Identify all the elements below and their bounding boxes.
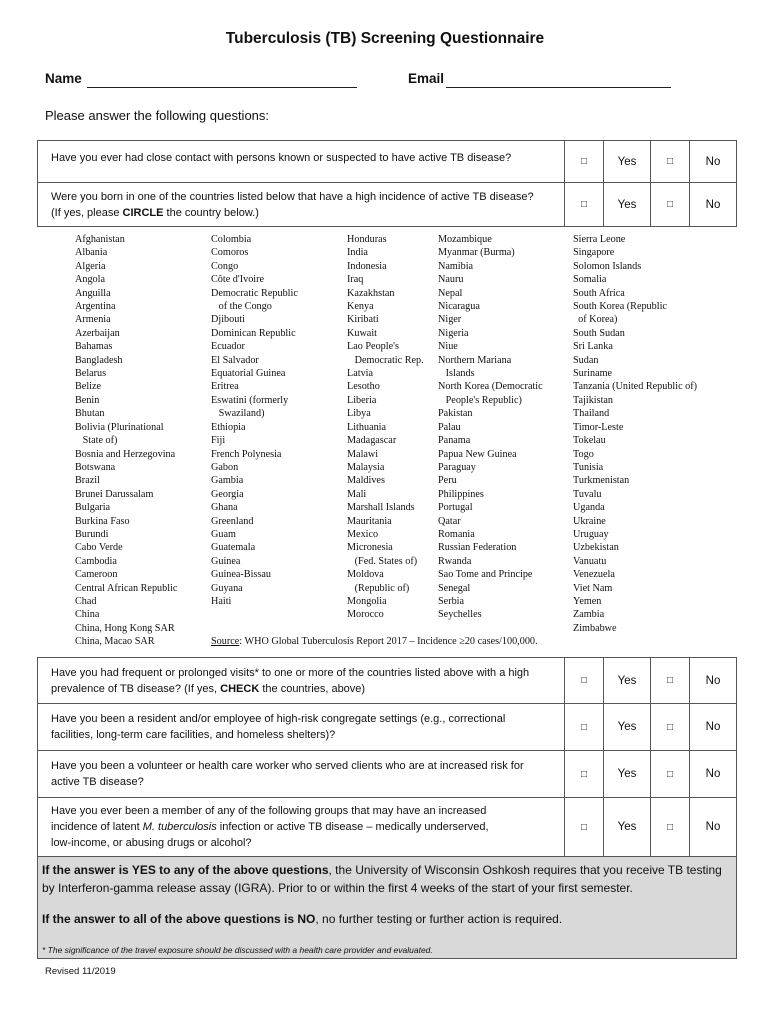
country-item: Zimbabwe bbox=[573, 622, 617, 634]
country-item: Angola bbox=[75, 274, 105, 286]
no-label: No bbox=[705, 674, 721, 687]
country-item: Afghanistan bbox=[75, 234, 125, 245]
yes-checkbox-6[interactable]: □ bbox=[580, 821, 588, 833]
questions-table-bottom bbox=[37, 657, 737, 857]
country-item: Seychelles bbox=[438, 609, 482, 621]
country-item: Bangladesh bbox=[75, 354, 123, 366]
country-item: China bbox=[75, 609, 100, 621]
country-item: Botswana bbox=[75, 461, 116, 473]
country-item: Paraguay bbox=[438, 461, 476, 473]
country-item: Bahamas bbox=[75, 341, 113, 353]
country-item: Chad bbox=[75, 595, 97, 607]
country-item: Brazil bbox=[75, 475, 100, 487]
country-item: Central African Republic bbox=[75, 582, 178, 594]
country-item: Gambia bbox=[211, 475, 244, 487]
country-item: of Korea) bbox=[573, 314, 618, 326]
country-item: Panama bbox=[438, 435, 471, 447]
country-item: Albania bbox=[75, 247, 108, 259]
country-column-2 bbox=[211, 233, 298, 608]
country-item: Sri Lanka bbox=[573, 341, 613, 353]
email-label: Email bbox=[408, 71, 445, 86]
yes-label: Yes bbox=[617, 768, 637, 780]
country-item: State of) bbox=[75, 435, 118, 447]
question-2-line1: Were you born in one of the countries listed below that have a high incidence of active TB disease? bbox=[51, 190, 534, 203]
country-item: Kenya bbox=[347, 301, 374, 313]
country-item: Uganda bbox=[573, 502, 605, 514]
country-item: Haiti bbox=[211, 595, 232, 607]
question-row-2 bbox=[38, 183, 737, 227]
yes-checkbox-1[interactable]: □ bbox=[580, 156, 588, 167]
country-item: China, Hong Kong SAR bbox=[75, 622, 175, 634]
country-column-1 bbox=[75, 233, 177, 649]
yes-checkbox-5[interactable]: □ bbox=[580, 768, 588, 780]
country-item: Malaysia bbox=[347, 461, 385, 473]
country-item: Mali bbox=[347, 488, 367, 500]
country-item: South Sudan bbox=[573, 327, 625, 339]
country-item: Dominican Republic bbox=[211, 327, 296, 339]
yes-label: Yes bbox=[617, 821, 637, 833]
country-item: Sao Tome and Principe bbox=[438, 569, 533, 581]
country-item: Ukraine bbox=[573, 515, 606, 527]
country-item: Marshall Islands bbox=[347, 502, 415, 514]
country-item: People's Republic) bbox=[438, 394, 522, 406]
question-3-line1: Have you had frequent or prolonged visits* to one or more of the countries listed above with a high bbox=[51, 666, 530, 679]
country-item: Argentina bbox=[75, 301, 116, 313]
country-item: Kuwait bbox=[347, 327, 377, 339]
country-item: Sierra Leone bbox=[573, 234, 626, 245]
country-item: Timor-Leste bbox=[573, 421, 624, 433]
email-field[interactable] bbox=[446, 72, 671, 88]
no-label: No bbox=[705, 821, 721, 833]
country-item: Bosnia and Herzegovina bbox=[75, 448, 176, 460]
country-item: Singapore bbox=[573, 247, 615, 259]
country-item: Yemen bbox=[573, 595, 602, 607]
travel-footnote: * The significance of the travel exposure should be discussed with a health care provider and evaluated. bbox=[42, 945, 433, 955]
country-item: Myanmar (Burma) bbox=[438, 247, 515, 259]
country-item: Ecuador bbox=[211, 341, 245, 353]
country-item: Colombia bbox=[211, 234, 252, 245]
no-label: No bbox=[705, 198, 721, 211]
country-item: Lithuania bbox=[347, 421, 387, 433]
country-item: Nauru bbox=[438, 274, 464, 286]
no-checkbox-4[interactable]: □ bbox=[666, 721, 674, 733]
country-item: Bhutan bbox=[75, 408, 105, 420]
country-item: Tuvalu bbox=[573, 488, 602, 500]
country-item: Togo bbox=[573, 448, 594, 460]
question-row-1 bbox=[38, 141, 737, 183]
country-item: Nicaragua bbox=[438, 301, 480, 313]
country-item: Madagascar bbox=[347, 435, 397, 447]
country-item: South Africa bbox=[573, 287, 625, 299]
country-item: Russian Federation bbox=[438, 542, 517, 554]
country-item: Brunei Darussalam bbox=[75, 488, 154, 500]
country-item: Tokelau bbox=[573, 435, 606, 447]
country-item: Solomon Islands bbox=[573, 260, 642, 272]
country-item: (Republic of) bbox=[347, 582, 410, 594]
country-item: Pakistan bbox=[438, 408, 473, 420]
country-item: Greenland bbox=[211, 515, 254, 527]
country-item: Côte d'Ivoire bbox=[211, 274, 265, 286]
country-item: Armenia bbox=[75, 314, 111, 326]
no-checkbox-2[interactable]: □ bbox=[666, 199, 674, 210]
country-item: Zambia bbox=[573, 609, 605, 621]
country-item: Comoros bbox=[211, 247, 249, 259]
country-item: South Korea (Republic bbox=[573, 301, 667, 313]
country-item: Rwanda bbox=[438, 555, 472, 567]
country-item: Algeria bbox=[75, 260, 106, 272]
question-row-5 bbox=[38, 751, 737, 798]
no-label: No bbox=[705, 721, 721, 733]
country-item: Qatar bbox=[438, 515, 461, 527]
no-checkbox-1[interactable]: □ bbox=[666, 156, 674, 167]
country-item: Anguilla bbox=[75, 287, 111, 299]
country-item: Bulgaria bbox=[75, 502, 111, 514]
country-item: Georgia bbox=[211, 488, 244, 500]
country-item: Burkina Faso bbox=[75, 515, 130, 527]
question-2-line2: (If yes, please CIRCLE the country below.) bbox=[51, 206, 259, 219]
country-item: Uzbekistan bbox=[573, 542, 619, 554]
no-checkbox-3[interactable]: □ bbox=[666, 675, 674, 686]
country-item: French Polynesia bbox=[211, 448, 282, 460]
country-item: Bolivia (Plurinational bbox=[75, 421, 164, 433]
country-item: Maldives bbox=[347, 475, 385, 487]
country-item: Portugal bbox=[438, 502, 473, 514]
country-item: Guinea-Bissau bbox=[211, 569, 271, 581]
country-column-3 bbox=[347, 233, 424, 622]
question-4-line1: Have you been a resident and/or employee of high-risk congregate settings (e.g., correctional bbox=[51, 713, 506, 725]
country-item: Morocco bbox=[347, 609, 384, 621]
country-item: Kazakhstan bbox=[347, 287, 395, 299]
country-item: Eritrea bbox=[211, 381, 239, 393]
country-item: Azerbaijan bbox=[75, 327, 120, 339]
country-item: China, Macao SAR bbox=[75, 636, 155, 648]
name-field[interactable] bbox=[87, 72, 357, 88]
country-item: Cabo Verde bbox=[75, 542, 123, 554]
country-item: Lesotho bbox=[347, 381, 380, 393]
yes-label: Yes bbox=[617, 155, 637, 168]
yes-label: Yes bbox=[617, 721, 637, 733]
country-item: Moldova bbox=[347, 569, 384, 581]
country-item: Libya bbox=[347, 408, 371, 420]
question-5-line2: active TB disease? bbox=[51, 776, 144, 788]
country-item: Nigeria bbox=[438, 327, 469, 339]
question-6-line3: low-income, or abusing drugs or alcohol? bbox=[51, 837, 252, 849]
country-item: Romania bbox=[438, 528, 475, 540]
country-item: Cameroon bbox=[75, 569, 118, 581]
country-item: Tajikistan bbox=[573, 394, 614, 406]
no-requirement: If the answer to all of the above questions is NO, no further testing or further action is required. bbox=[42, 912, 563, 926]
country-item: Ghana bbox=[211, 502, 238, 514]
question-3-line2: prevalence of TB disease? (If yes, CHECK the countries, above) bbox=[51, 682, 366, 695]
country-item: Uruguay bbox=[573, 528, 609, 540]
yes-label: Yes bbox=[617, 198, 637, 211]
country-item: Benin bbox=[75, 394, 100, 406]
question-5-line1: Have you been a volunteer or health care worker who served clients who are at increased risk for bbox=[51, 760, 524, 772]
country-item: Niue bbox=[438, 341, 458, 353]
country-item: Honduras bbox=[347, 234, 387, 245]
country-item: Thailand bbox=[573, 408, 610, 420]
yes-checkbox-4[interactable]: □ bbox=[580, 721, 588, 733]
country-item: Democratic Rep. bbox=[347, 354, 424, 366]
country-item: Equatorial Guinea bbox=[211, 368, 286, 380]
country-item: Mauritania bbox=[347, 515, 392, 527]
country-item: of the Congo bbox=[211, 301, 272, 313]
yes-label: Yes bbox=[617, 674, 637, 687]
question-4-line2: facilities, long-term care facilities, and homeless shelters)? bbox=[51, 729, 336, 741]
questions-table-top bbox=[37, 140, 737, 227]
question-row-3 bbox=[38, 658, 737, 704]
country-item: (Fed. States of) bbox=[347, 555, 418, 567]
country-item: Democratic Republic bbox=[211, 287, 298, 299]
no-label: No bbox=[705, 768, 721, 780]
question-row-4 bbox=[38, 704, 737, 751]
country-item: Vanuatu bbox=[573, 555, 607, 567]
country-item: Mozambique bbox=[438, 234, 492, 245]
revision-date: Revised 11/2019 bbox=[45, 966, 116, 977]
yes-requirement: If the answer is YES to any of the above questions, the University of Wisconsin Oshkosh requires that you receive TB testing by Interferon-gamma release assay (IGRA). Prior to or within the first 4 weeks of the start of your first semester. bbox=[42, 863, 722, 895]
country-item: Somalia bbox=[573, 274, 607, 286]
country-column-4 bbox=[438, 233, 543, 622]
country-item: Sudan bbox=[573, 354, 599, 366]
country-item: Guyana bbox=[211, 582, 243, 594]
country-item: Peru bbox=[438, 475, 457, 487]
country-item: Latvia bbox=[347, 368, 374, 380]
country-item: Serbia bbox=[438, 595, 465, 607]
country-item: Liberia bbox=[347, 394, 377, 406]
country-item: Namibia bbox=[438, 260, 474, 272]
country-item: Eswatini (formerly bbox=[211, 394, 289, 406]
country-item: Mexico bbox=[347, 528, 379, 540]
no-checkbox-5[interactable]: □ bbox=[666, 768, 674, 780]
name-label: Name bbox=[45, 71, 82, 86]
question-row-6 bbox=[38, 798, 737, 857]
country-item: Northern Mariana bbox=[438, 354, 512, 366]
country-item: Swaziland) bbox=[211, 408, 265, 420]
country-column-5 bbox=[573, 233, 697, 635]
country-item: Belize bbox=[75, 381, 102, 393]
country-item: Suriname bbox=[573, 368, 613, 380]
country-item: Mongolia bbox=[347, 595, 387, 607]
country-item: Indonesia bbox=[347, 260, 387, 272]
country-item: Tunisia bbox=[573, 461, 604, 473]
country-item: Papua New Guinea bbox=[438, 448, 517, 460]
country-item: Niger bbox=[438, 314, 462, 326]
question-6-line2: incidence of latent M. tuberculosis infection or active TB disease – medically underserved, bbox=[51, 821, 489, 833]
requirements-box bbox=[37, 856, 737, 959]
country-item: Burundi bbox=[75, 528, 109, 540]
country-item: Guatemala bbox=[211, 542, 256, 554]
country-item: Tanzania (United Republic of) bbox=[573, 381, 698, 393]
country-item: Guam bbox=[211, 528, 236, 540]
country-item: Guinea bbox=[211, 555, 241, 567]
no-label: No bbox=[705, 155, 721, 168]
country-item: Belarus bbox=[75, 368, 107, 380]
country-item: Kiribati bbox=[347, 314, 379, 326]
no-checkbox-6[interactable]: □ bbox=[666, 821, 674, 833]
yes-checkbox-3[interactable]: □ bbox=[580, 675, 588, 686]
country-item: India bbox=[347, 247, 368, 259]
country-item: Islands bbox=[438, 368, 475, 380]
country-item: Gabon bbox=[211, 461, 239, 473]
page-title: Tuberculosis (TB) Screening Questionnaire bbox=[225, 30, 545, 47]
country-item: Venezuela bbox=[573, 569, 615, 581]
country-item: Cambodia bbox=[75, 555, 117, 567]
country-item: Djibouti bbox=[211, 314, 245, 326]
country-item: Iraq bbox=[347, 274, 364, 286]
country-item: Viet Nam bbox=[573, 582, 613, 594]
country-item: Congo bbox=[211, 260, 239, 272]
country-item: El Salvador bbox=[211, 354, 259, 366]
yes-checkbox-2[interactable]: □ bbox=[580, 199, 588, 210]
country-item: Palau bbox=[438, 421, 461, 433]
instructions: Please answer the following questions: bbox=[45, 108, 270, 123]
country-item: Senegal bbox=[438, 582, 471, 594]
country-item: Malawi bbox=[347, 448, 379, 460]
source-note: Source: WHO Global Tuberculosis Report 2017 – Incidence ≥20 cases/100,000. bbox=[211, 636, 538, 647]
country-item: Lao People's bbox=[347, 341, 399, 353]
country-item: Philippines bbox=[438, 488, 484, 500]
country-item: Nepal bbox=[438, 287, 463, 299]
country-item: Turkmenistan bbox=[573, 475, 630, 487]
country-item: Ethiopia bbox=[211, 421, 246, 433]
question-6-line1: Have you ever been a member of any of the following groups that may have an increased bbox=[51, 805, 487, 817]
country-item: Micronesia bbox=[347, 542, 393, 554]
country-item: Fiji bbox=[211, 435, 226, 447]
country-item: North Korea (Democratic bbox=[438, 381, 543, 393]
question-1-text: Have you ever had close contact with persons known or suspected to have active TB disease? bbox=[51, 152, 512, 164]
